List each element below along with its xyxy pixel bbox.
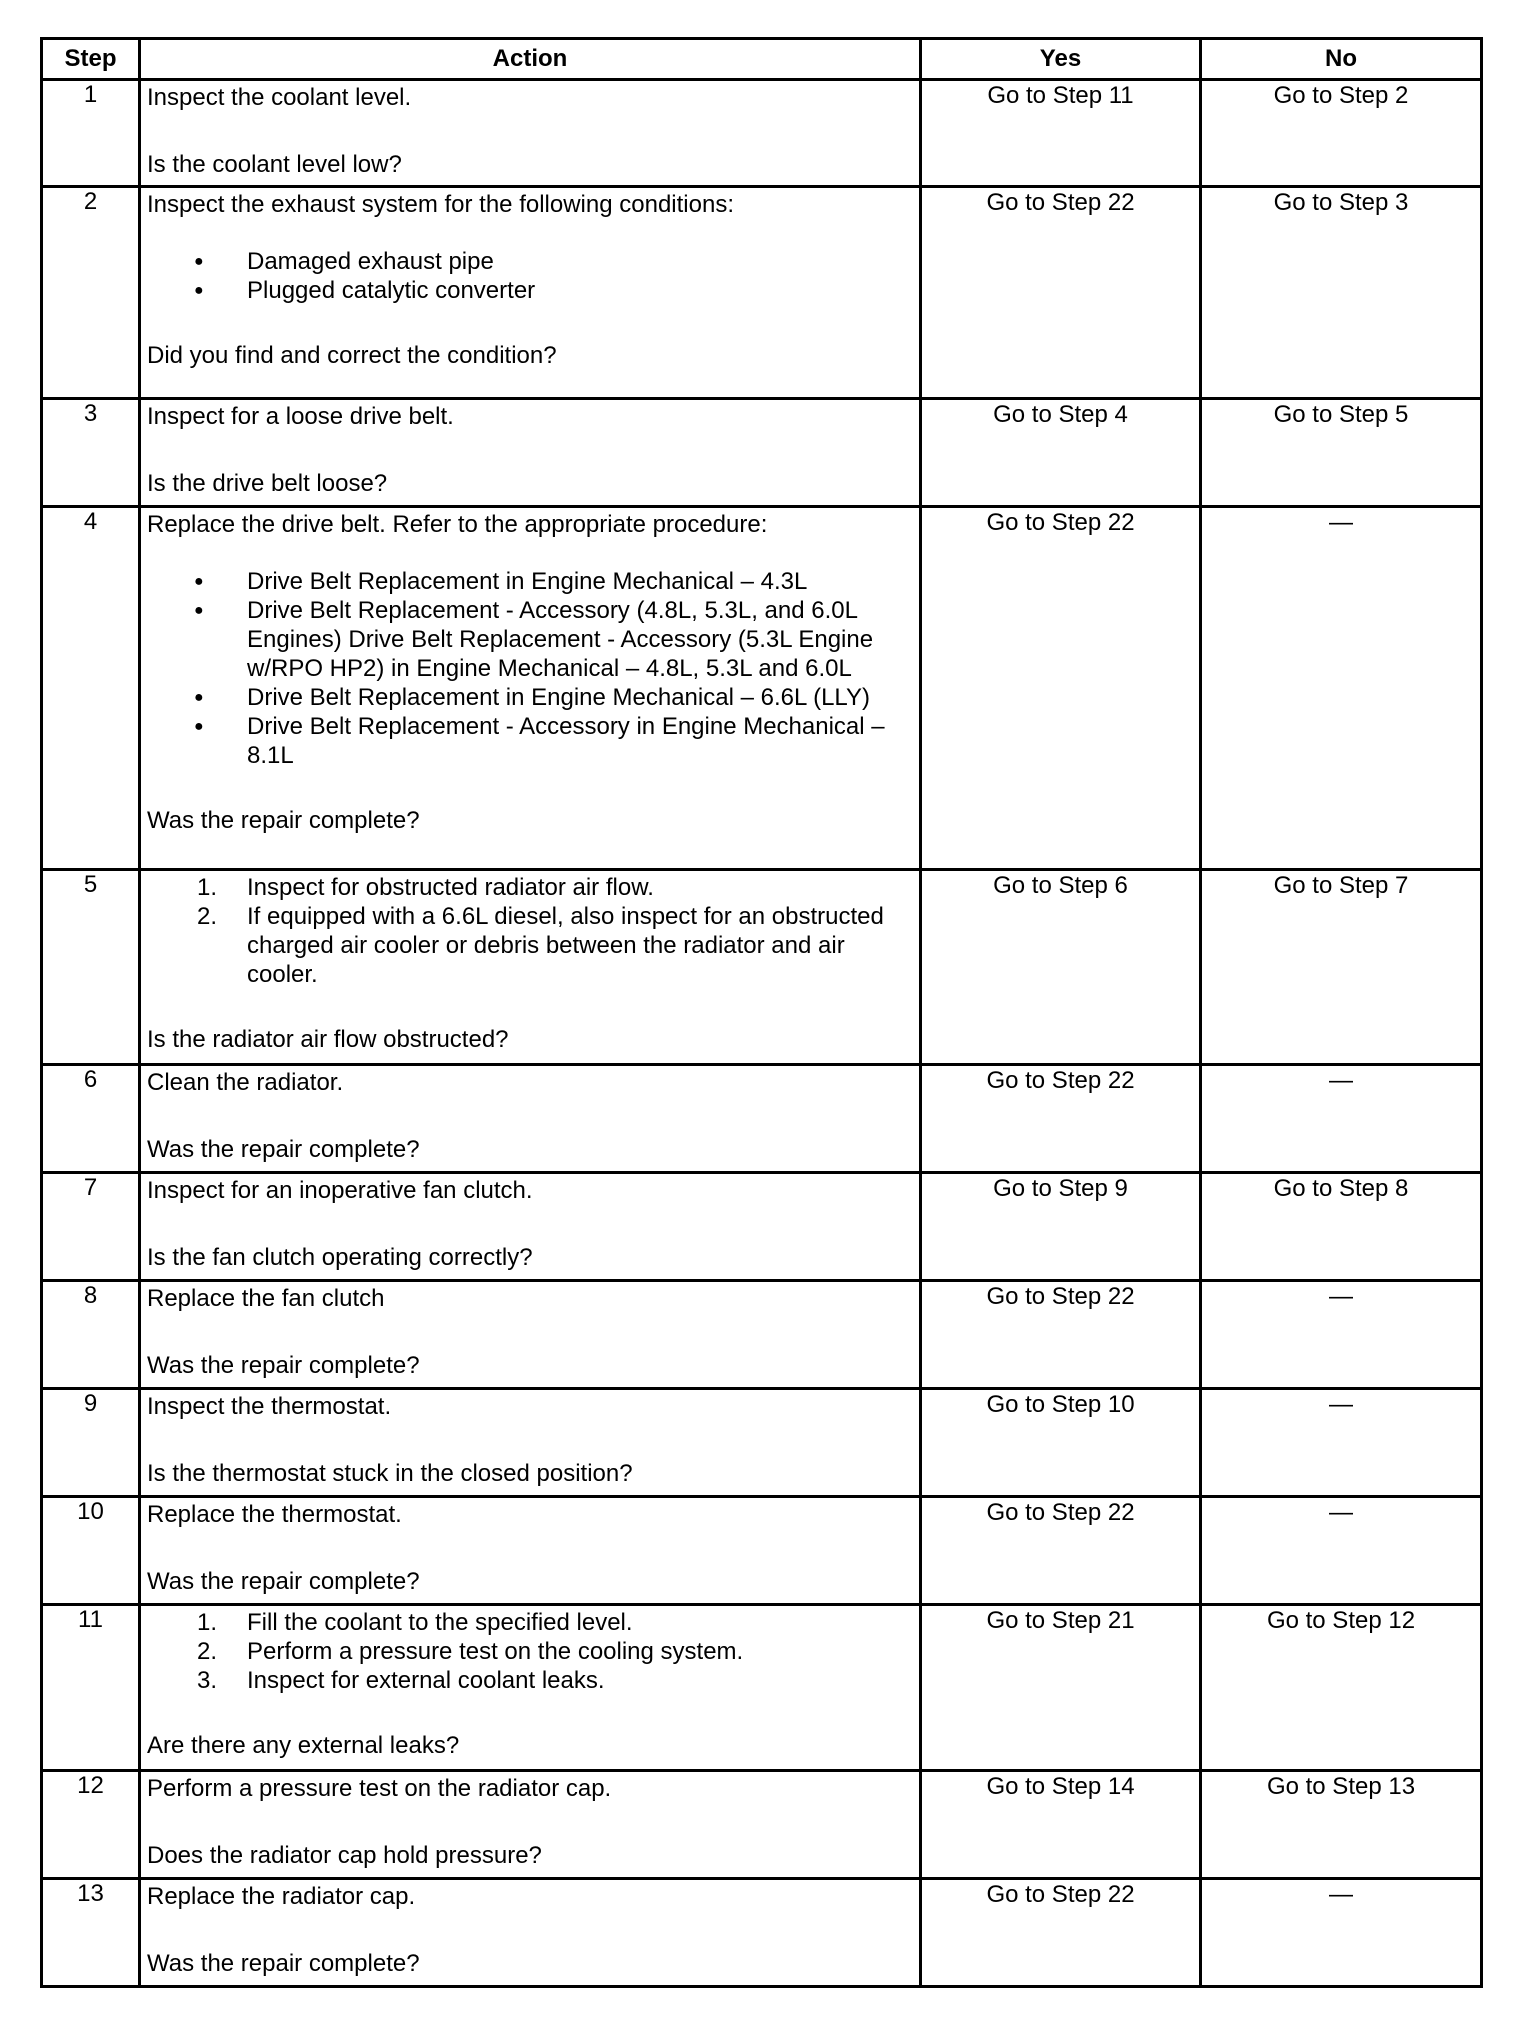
- action-question: Was the repair complete?: [147, 807, 420, 834]
- action-cell: [140, 1605, 921, 1771]
- no-cell: —: [1201, 1879, 1482, 1987]
- table-row: [42, 1281, 1482, 1389]
- table-row: [42, 1389, 1482, 1497]
- list-text: Perform a pressure test on the cooling system.: [247, 1638, 744, 1665]
- step-number: 1: [42, 80, 140, 187]
- list-item: [147, 1637, 913, 1666]
- action-question: Is the fan clutch operating correctly?: [147, 1244, 533, 1271]
- action-instruction: Inspect the coolant level.: [147, 84, 412, 111]
- list-number: 3.: [197, 1667, 218, 1694]
- action-cell: [140, 1879, 921, 1987]
- list-number: 2.: [197, 903, 218, 930]
- list-item: ● Damaged exhaust pipe: [147, 247, 913, 276]
- action-instruction: Replace the drive belt. Refer to the appropriate procedure:: [147, 511, 768, 538]
- table-row: [42, 187, 1482, 399]
- table-row: [42, 399, 1482, 507]
- list-item: [147, 873, 913, 902]
- table-row: [42, 80, 1482, 187]
- action-cell: [140, 399, 921, 507]
- action-cell: [140, 1771, 921, 1879]
- list-item: ● Plugged catalytic converter: [147, 276, 913, 305]
- yes-cell: Go to Step 11: [921, 80, 1201, 187]
- yes-cell: Go to Step 10: [921, 1389, 1201, 1497]
- action-instruction: Inspect the thermostat.: [147, 1393, 392, 1420]
- header-yes: Yes: [921, 39, 1201, 80]
- yes-cell: Go to Step 9: [921, 1173, 1201, 1281]
- action-question: Was the repair complete?: [147, 1568, 420, 1595]
- list-item: [147, 902, 913, 989]
- yes-cell: Go to Step 22: [921, 1065, 1201, 1173]
- header-row: [42, 39, 1482, 80]
- no-cell: Go to Step 3: [1201, 187, 1482, 399]
- action-cell: [140, 187, 921, 399]
- bullet-list: [147, 567, 913, 770]
- table-row: [42, 1605, 1482, 1771]
- no-cell: —: [1201, 1065, 1482, 1173]
- action-question: Was the repair complete?: [147, 1352, 420, 1379]
- action-instruction: Perform a pressure test on the radiator cap.: [147, 1775, 612, 1802]
- action-question: Is the thermostat stuck in the closed position?: [147, 1460, 633, 1487]
- action-question: Did you find and correct the condition?: [147, 342, 557, 369]
- action-question: Is the radiator air flow obstructed?: [147, 1026, 509, 1053]
- table-row: [42, 507, 1482, 870]
- no-cell: Go to Step 5: [1201, 399, 1482, 507]
- step-number: 4: [42, 507, 140, 870]
- header-action: Action: [140, 39, 921, 80]
- no-cell: Go to Step 13: [1201, 1771, 1482, 1879]
- list-text: If equipped with a 6.6L diesel, also inspect for an obstructed charged air cooler or debris between the radiator and air cooler.: [247, 903, 884, 988]
- action-question: Was the repair complete?: [147, 1136, 420, 1163]
- action-cell: [140, 1065, 921, 1173]
- no-cell: —: [1201, 1497, 1482, 1605]
- no-cell: —: [1201, 1389, 1482, 1497]
- yes-cell: Go to Step 21: [921, 1605, 1201, 1771]
- no-cell: —: [1201, 1281, 1482, 1389]
- table-row: [42, 1173, 1482, 1281]
- action-instruction: Inspect for an inoperative fan clutch.: [147, 1177, 533, 1204]
- action-cell: [140, 1173, 921, 1281]
- list-number: 2.: [197, 1638, 218, 1665]
- step-number: 7: [42, 1173, 140, 1281]
- no-cell: —: [1201, 507, 1482, 870]
- step-number: 2: [42, 187, 140, 399]
- step-number: 3: [42, 399, 140, 507]
- diagnostic-table: [40, 37, 1483, 1988]
- yes-cell: Go to Step 4: [921, 399, 1201, 507]
- header-step: Step: [42, 39, 140, 80]
- list-text: Inspect for external coolant leaks.: [247, 1667, 605, 1694]
- action-cell: [140, 507, 921, 870]
- action-cell: [140, 1497, 921, 1605]
- yes-cell: Go to Step 22: [921, 1879, 1201, 1987]
- no-cell: Go to Step 8: [1201, 1173, 1482, 1281]
- numbered-list: [147, 873, 913, 989]
- step-number: 10: [42, 1497, 140, 1605]
- step-number: 11: [42, 1605, 140, 1771]
- table-row: [42, 870, 1482, 1065]
- list-item: [147, 1608, 913, 1637]
- action-cell: [140, 80, 921, 187]
- table-row: [42, 1497, 1482, 1605]
- yes-cell: Go to Step 22: [921, 187, 1201, 399]
- action-instruction: Replace the radiator cap.: [147, 1883, 416, 1910]
- list-item: ● Drive Belt Replacement in Engine Mechanical – 4.3L: [147, 567, 913, 596]
- no-cell: Go to Step 7: [1201, 870, 1482, 1065]
- action-instruction: Inspect the exhaust system for the following conditions:: [147, 191, 734, 218]
- list-item: ● Drive Belt Replacement in Engine Mechanical – 6.6L (LLY): [147, 683, 913, 712]
- action-question: Is the drive belt loose?: [147, 470, 388, 497]
- action-cell: [140, 1389, 921, 1497]
- action-instruction: Inspect for a loose drive belt.: [147, 403, 454, 430]
- step-number: 12: [42, 1771, 140, 1879]
- table-row: [42, 1771, 1482, 1879]
- list-item: ● Drive Belt Replacement - Accessory in Engine Mechanical – 8.1L: [147, 712, 913, 770]
- table-row: [42, 1065, 1482, 1173]
- no-cell: Go to Step 12: [1201, 1605, 1482, 1771]
- action-instruction: Replace the fan clutch: [147, 1285, 385, 1312]
- action-question: Was the repair complete?: [147, 1950, 420, 1977]
- action-instruction: Replace the thermostat.: [147, 1501, 402, 1528]
- step-number: 6: [42, 1065, 140, 1173]
- action-question: Are there any external leaks?: [147, 1732, 460, 1759]
- yes-cell: Go to Step 22: [921, 1281, 1201, 1389]
- list-text: Fill the coolant to the specified level.: [247, 1609, 633, 1636]
- step-number: 9: [42, 1389, 140, 1497]
- list-text: Inspect for obstructed radiator air flow.: [247, 874, 654, 901]
- step-number: 8: [42, 1281, 140, 1389]
- no-cell: Go to Step 2: [1201, 80, 1482, 187]
- list-number: 1.: [197, 1609, 218, 1636]
- action-question: Does the radiator cap hold pressure?: [147, 1842, 542, 1869]
- numbered-list: [147, 1608, 913, 1695]
- yes-cell: Go to Step 22: [921, 507, 1201, 870]
- bullet-list: [147, 247, 913, 305]
- list-item: [147, 1666, 913, 1695]
- yes-cell: Go to Step 6: [921, 870, 1201, 1065]
- table-row: [42, 1879, 1482, 1987]
- action-question: Is the coolant level low?: [147, 151, 402, 178]
- step-number: 5: [42, 870, 140, 1065]
- list-number: 1.: [197, 874, 218, 901]
- yes-cell: Go to Step 22: [921, 1497, 1201, 1605]
- yes-cell: Go to Step 14: [921, 1771, 1201, 1879]
- action-instruction: Clean the radiator.: [147, 1069, 344, 1096]
- step-number: 13: [42, 1879, 140, 1987]
- action-cell: [140, 870, 921, 1065]
- header-no: No: [1201, 39, 1482, 80]
- list-item: ● Drive Belt Replacement - Accessory (4.8L, 5.3L, and 6.0L Engines) Drive Belt Replacement - Accessory (5.3L Engine w/RPO HP2) in Engine Mechanical – 4.8L, 5.3L and 6.0L: [147, 596, 913, 683]
- action-cell: [140, 1281, 921, 1389]
